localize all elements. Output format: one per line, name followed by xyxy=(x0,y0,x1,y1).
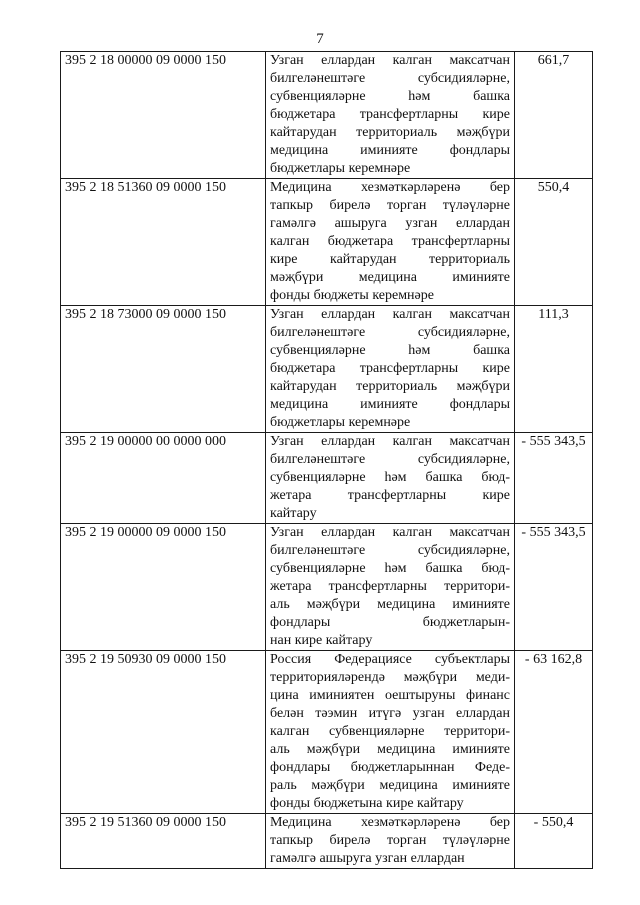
description-line: Медицина хезмәткәрләренә бер xyxy=(270,180,510,195)
description-line: Россия Федерациясе субъектлары xyxy=(270,652,510,667)
budget-code-cell: 395 2 19 50930 09 0000 150 xyxy=(61,651,266,814)
budget-table xyxy=(60,51,593,869)
description-line: тапкыр бирелә торган түләүләрне xyxy=(270,833,510,848)
amount-cell: - 550,4 xyxy=(515,814,593,869)
description-line: субвенцияләрне һәм башка xyxy=(270,89,510,104)
description-cell xyxy=(266,524,515,651)
description-line: раль мәҗбүри медицина иминияте xyxy=(270,778,510,793)
description-line: кайтарудан территориаль мәҗбүри xyxy=(270,125,510,140)
description-line: медицина иминияте фондлары xyxy=(270,143,510,158)
budget-code-cell: 395 2 18 73000 09 0000 150 xyxy=(61,306,266,433)
description-line: субвенцияләрне һәм башка бюд- xyxy=(270,561,510,576)
description-line: кайтарудан территориаль мәҗбүри xyxy=(270,379,510,394)
table-row xyxy=(61,814,593,869)
table-row xyxy=(61,524,593,651)
table-body xyxy=(61,52,593,869)
description-line: бюджетлары керемнәре xyxy=(270,415,411,430)
description-line: кире кайтарудан территориаль xyxy=(270,252,510,267)
description-line: бюджетлары керемнәре xyxy=(270,161,411,176)
table-row xyxy=(61,651,593,814)
description-line: жетара трансфертларны территори- xyxy=(270,579,510,594)
description-line: аль мәҗбүри медицина иминияте xyxy=(270,597,510,612)
description-line: субвенцияләрне һәм башка бюд- xyxy=(270,470,510,485)
amount-cell: 111,3 xyxy=(515,306,593,433)
table-row xyxy=(61,433,593,524)
description-line: гамәлгә ашыруга узган еллардан xyxy=(270,851,465,866)
description-line: белән тәэмин итүгә узган еллардан xyxy=(270,706,510,721)
description-line: фондлары бюджетларын- xyxy=(270,615,510,630)
amount-cell: 661,7 xyxy=(515,52,593,179)
description-cell xyxy=(266,433,515,524)
description-line: бюджетара трансфертларны кире xyxy=(270,107,510,122)
description-line: калган бюджетара трансфертларны xyxy=(270,234,510,249)
table-row xyxy=(61,179,593,306)
amount-cell: - 63 162,8 xyxy=(515,651,593,814)
page-number: 7 xyxy=(316,31,324,47)
budget-code-cell: 395 2 18 51360 09 0000 150 xyxy=(61,179,266,306)
description-line: гамәлгә ашыруга узган еллардан xyxy=(270,216,510,231)
description-line: калган субвенцияләрне территори- xyxy=(270,724,510,739)
description-line: цина иминиятен оештыруны финанс xyxy=(270,688,510,703)
description-line: фонды бюджетына кире кайтару xyxy=(270,796,464,811)
description-line: аль мәҗбүри медицина иминияте xyxy=(270,742,510,757)
description-cell xyxy=(266,179,515,306)
budget-code-cell: 395 2 18 00000 09 0000 150 xyxy=(61,52,266,179)
description-line: фонды бюджеты керемнәре xyxy=(270,288,434,303)
description-line: билгеләнештәге субсидияләрне, xyxy=(270,71,510,86)
description-line: Узган еллардан калган максатчан xyxy=(270,53,510,68)
description-cell xyxy=(266,814,515,869)
table-row xyxy=(61,306,593,433)
description-line: тапкыр бирелә торган түләүләрне xyxy=(270,198,510,213)
description-line: нан кире кайтару xyxy=(270,633,373,648)
description-cell xyxy=(266,52,515,179)
budget-code-cell: 395 2 19 51360 09 0000 150 xyxy=(61,814,266,869)
description-line: мәҗбүри медицина иминияте xyxy=(270,270,510,285)
description-line: Узган еллардан калган максатчан xyxy=(270,525,510,540)
description-line: билгеләнештәге субсидияләрне, xyxy=(270,452,510,467)
description-line: субвенцияләрне һәм башка xyxy=(270,343,510,358)
description-cell xyxy=(266,651,515,814)
description-line: фондлары бюджетларыннан Феде- xyxy=(270,760,510,775)
table-row xyxy=(61,52,593,179)
budget-code-cell: 395 2 19 00000 09 0000 150 xyxy=(61,524,266,651)
description-line: территорияләрендә мәҗбүри меди- xyxy=(270,670,510,685)
amount-cell: - 555 343,5 xyxy=(515,433,593,524)
description-line: медицина иминияте фондлары xyxy=(270,397,510,412)
budget-code-cell: 395 2 19 00000 00 0000 000 xyxy=(61,433,266,524)
description-line: билгеләнештәге субсидияләрне, xyxy=(270,325,510,340)
description-line: билгеләнештәге субсидияләрне, xyxy=(270,543,510,558)
description-line: бюджетара трансфертларны кире xyxy=(270,361,510,376)
description-line: жетара трансфертларны кире xyxy=(270,488,510,503)
description-line: Медицина хезмәткәрләренә бер xyxy=(270,815,510,830)
description-line: Узган еллардан калган максатчан xyxy=(270,307,510,322)
amount-cell: - 555 343,5 xyxy=(515,524,593,651)
description-line: кайтару xyxy=(270,506,317,521)
description-cell xyxy=(266,306,515,433)
description-line: Узган еллардан калган максатчан xyxy=(270,434,510,449)
amount-cell: 550,4 xyxy=(515,179,593,306)
